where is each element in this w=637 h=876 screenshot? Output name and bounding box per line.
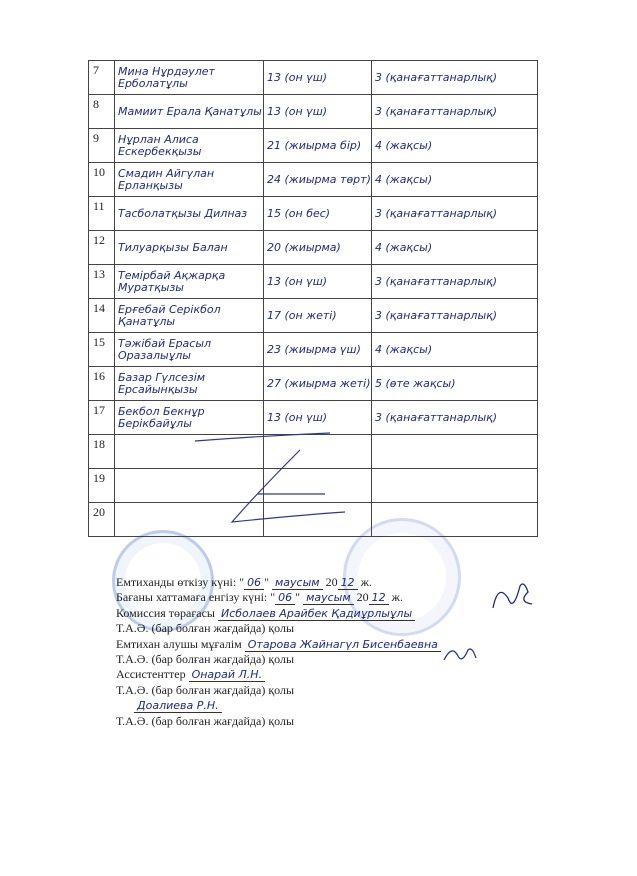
student-name-text: Тәжібай Ерасыл Оразалыұлы (118, 337, 212, 362)
row-number: 13 (89, 265, 115, 299)
grade-cell-text: 4 (жақсы) (375, 343, 433, 356)
student-name-text: Тасболатқызы Дилназ (118, 207, 248, 220)
entry-month: маусым (303, 591, 354, 605)
student-name-text: Смадин Айгүлан Ерланқызы (118, 167, 215, 192)
grade-cell-text: 4 (жақсы) (375, 139, 433, 152)
student-name-text: Базар Гүлсезім Ерсайынқызы (118, 371, 206, 396)
assistant-signature (440, 640, 480, 670)
score-cell-text: 15 (он бес) (267, 207, 331, 220)
row-number: 15 (89, 333, 115, 367)
grade-cell-text: 3 (қанағаттанарлық) (375, 71, 498, 84)
commission-line: Комиссия төрағасы Исболаев Арайбек Қадиұрлыұлы (116, 606, 536, 621)
assistants-line: Ассистенттер Онарай Л.Н. (116, 667, 536, 682)
score-cell-text: 17 (он жеті) (267, 309, 337, 322)
score-cell-text: 13 (он үш) (267, 411, 328, 424)
grade-cell-text: 5 (өте жақсы) (375, 377, 456, 390)
teacher-name: Отарова Жайнагүл Бисенбаевна (245, 638, 441, 652)
teacher-tao-label: Т.А.Ә. (бар болған жағдайда) қолы (116, 652, 295, 667)
assistant2-tao-label: Т.А.Ә. (бар болған жағдайда) қолы (116, 713, 295, 728)
score-cell-text: 24 (жиырма төрт) (267, 173, 371, 186)
row-number: 7 (89, 61, 115, 95)
commission-name: Исболаев Арайбек Қадиұрлыұлы (218, 607, 415, 621)
grade-cell-text: 3 (қанағаттанарлық) (375, 207, 498, 220)
score-cell-text: 13 (он үш) (267, 275, 328, 288)
row-number: 10 (89, 163, 115, 197)
grade-cell-text: 3 (қанағаттанарлық) (375, 275, 498, 288)
assistant1-name: Онарай Л.Н. (189, 668, 266, 682)
grade-cell-text: 4 (жақсы) (375, 173, 433, 186)
teacher-line: Емтихан алушы мұғалім Отарова Жайнагүл Бисенбаевна (116, 637, 536, 652)
row-number: 18 (89, 435, 115, 469)
entry-day: 06 (275, 591, 295, 605)
score-cell-text: 13 (он үш) (267, 105, 328, 118)
student-name-text: Нұрлан Алиса Ескербекқызы (118, 133, 202, 158)
assistant1-tao-label: Т.А.Ә. (бар болған жағдайда) қолы (116, 682, 295, 697)
grade-cell-text: 4 (жақсы) (375, 241, 433, 254)
student-name-text: Ерғебай Серікбол Қанатұлы (118, 303, 221, 328)
row-number: 20 (89, 503, 115, 537)
row-number: 17 (89, 401, 115, 435)
exam-date-line: Емтиханды өткізу күні: " 06 " маусым 20 12 ж. (116, 575, 372, 589)
student-name-text: Мина Нұрдәулет Ерболатұлы (118, 65, 215, 90)
score-cell-text: 27 (жиырма жеті) (267, 377, 371, 390)
grade-cell-text: 3 (қанағаттанарлық) (375, 411, 498, 424)
row-number: 9 (89, 129, 115, 163)
exam-month: маусым (272, 576, 323, 590)
student-name-text: Темірбай Ақжарқа Муратқызы (118, 269, 226, 294)
row-number: 12 (89, 231, 115, 265)
student-name-text: Бекбол Бекнұр Берікбайұлы (118, 405, 205, 430)
grade-cell-text: 3 (қанағаттанарлық) (375, 309, 498, 322)
row-number: 14 (89, 299, 115, 333)
row-number: 16 (89, 367, 115, 401)
entry-date-line: Бағаны хаттамаға енгізу күні: " 06 " маусым 20 12 ж. (116, 590, 403, 605)
assistant2-line (116, 698, 536, 713)
student-name-text: Тилуарқызы Балан (118, 241, 228, 254)
commission-tao-label: Т.А.Ә. (бар болған жағдайда) қолы (116, 621, 295, 636)
row-number: 11 (89, 197, 115, 231)
score-cell-text: 21 (жиырма бір) (267, 139, 362, 152)
score-cell-text: 20 (жиырма) (267, 241, 341, 254)
exam-day: 06 (244, 576, 264, 590)
score-cell-text: 13 (он үш) (267, 71, 328, 84)
score-cell-text: 23 (жиырма үш) (267, 343, 361, 356)
student-name-text: Мамиит Ерала Қанатұлы (118, 105, 262, 118)
assistant2-name: Доалиева Р.Н. (134, 699, 222, 713)
commission-signature (488, 578, 538, 618)
row-number: 8 (89, 95, 115, 129)
grade-cell-text: 3 (қанағаттанарлық) (375, 105, 498, 118)
row-number: 19 (89, 469, 115, 503)
